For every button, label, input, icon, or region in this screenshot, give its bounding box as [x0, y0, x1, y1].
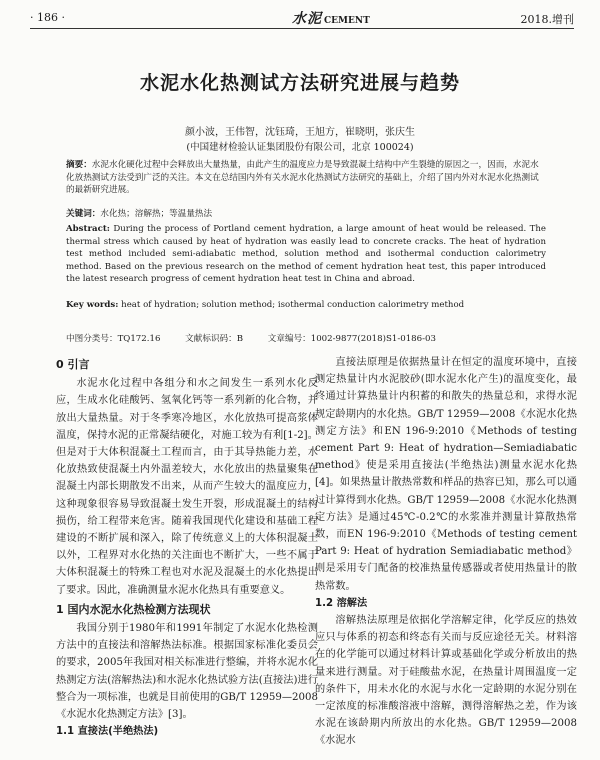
- affiliation: (中国建材检验认证集团股份有限公司，北京 100024): [186, 142, 414, 153]
- section-heading-intro: 0 引言: [56, 358, 90, 371]
- article-id: 文章编号：1002-9877(2018)S1-0186-03: [267, 334, 436, 344]
- keywords-en: Key words: heat of hydration; solution method; isothermal conduction calorimetry method: [66, 300, 465, 310]
- subsection-heading-1-1: 1.1 直接法(半绝热法): [56, 726, 159, 738]
- subsection-heading-1-2: 1.2 溶解法: [315, 597, 368, 609]
- paragraph: 水泥水化过程中各组分和水之间发生一系列水化反应，生成水化硅酸钙、氢氧化钙等一系列新的化合物，并放出大量热量。对于冬季寒冷地区，水化放热可提高浆体温度，保持水泥的正常凝结硬化，对施工较为有利[1-2]。但是对于大体积混凝土工程而言，由于其导热能力差，水化放热致使混凝土内外温差较大，水化放出的热量聚集在混凝土内部长期散发不出来，从而产生较大的温度应力，这种现象很容易导致混凝土发生开裂，形成混凝土的结构损伤，给工程带来危害。随着我国现代化建设和基础工程建设的不断扩展和深入，除了传统意义上的大体积混凝土以外，工程界对水化热的关注面也不断扩大，一些不属于大体积混凝土的特殊工程也对水泥及混凝土的水化热提出了要求。因此，准确测量水泥水化热具有重要意义。: [56, 378, 318, 596]
- running-header: [30, 8, 574, 29]
- journal-logo: 水泥 CEMENT: [292, 11, 370, 27]
- abstract-en: Abstract: During the process of Portland cement hydration, a large amount of heat would be released. The thermal stress which caused by heat of hydration was easily lead to concrete cracks. The heat of hydration test method included semi-adiabatic method, solution method and isothermal conduction calorimetry method. Based on the previous research on the method of cement hydration heat test, this paper introduced the latest research progress of cement hydration heat test in China and abroad.: [66, 224, 546, 285]
- right-column: [315, 354, 577, 750]
- keywords-cn: 关键词：水化热；溶解热；等温量热法: [66, 209, 213, 219]
- paragraph: 直接法原理是依据热量计在恒定的温度环境中，直接测定热量计内水泥胶砂(即水泥水化产生)的温度变化，最终通过计算热量计内积蓄的和散失的热量总和，求得水泥规定龄期内的水化热。GB/T 12959—2008《水泥水化热测定方法》和EN 196-9:2010《Methods of testing cement Part 9: Heat of hydration—Semiadiabatic method》使是采用直接法(半绝热法)测量水泥水化热[4]。如果热量计散热常数和样品的热容已知，那么可以通过计算得到水化热。GB/T 12959—2008《水泥水化热测定方法》是通过45℃-0.2℃的水浆准并测量计算散热常数，而EN 196-9:2010《Methods of testing cement Part 9: Heat of hydration Semiadiabatic method》则是采用专门配备的校准热量传感器或者使用热量计的散热常数。: [315, 357, 577, 592]
- paper-title: 水泥水化热测试方法研究进展与趋势: [139, 72, 460, 94]
- abstract-cn: 摘要：水泥水化硬化过程中会释放出大量热量，由此产生的温度应力是导致混凝土结构中产生裂缝的原因之一，因而，水泥水化放热测试方法受到广泛的关注。本文在总结国内外有关水泥水化热测试方法研究的基础上，介绍了国内外对水泥水化热测试的最新研究进展。: [66, 160, 539, 196]
- paragraph: 我国分别于1980年和1991年制定了水泥水化热检测方法中的直接法和溶解热法标准。根据国家标准化委员会的要求，2005年我国对相关标准进行整编，并将水泥水化热测定方法(溶解热法)和水泥水化热试验方法(直接法)进行整合为一项标准，也就是目前使用的GB/T 12959—2008《水泥水化热测定方法》[3]。: [56, 623, 318, 721]
- issue-label: 2018.增刊: [520, 13, 574, 26]
- section-heading-1: 1 国内水泥水化热检测方法现状: [56, 602, 211, 616]
- clc-number: 中图分类号：TQ172.16: [66, 334, 161, 344]
- authors: 颜小波，王伟智，沈钰琦，王旭方，崔晓明，张庆生: [185, 127, 415, 138]
- document-code: 文献标识码：B: [185, 334, 244, 344]
- classification-line: [66, 332, 546, 344]
- paragraph: 溶解热法原理是依据化学溶解定律，化学反应的热效应只与体系的初态和终态有关而与反应途径无关。材料溶在的化学能可以通过材料计算或基础化学或分析放出的热量来进行测量。对于硅酸盐水泥，在热量计周围温度一定的条件下，用未水化的水泥与水化一定龄期的水泥分别在一定浓度的标准酸溶液中溶解，测得溶解热之差，作为该水泥在该龄期内所放出的水化热。GB/T 12959—2008《水泥水: [315, 615, 577, 747]
- left-column: [56, 354, 318, 740]
- page-number: · 186 ·: [30, 11, 65, 24]
